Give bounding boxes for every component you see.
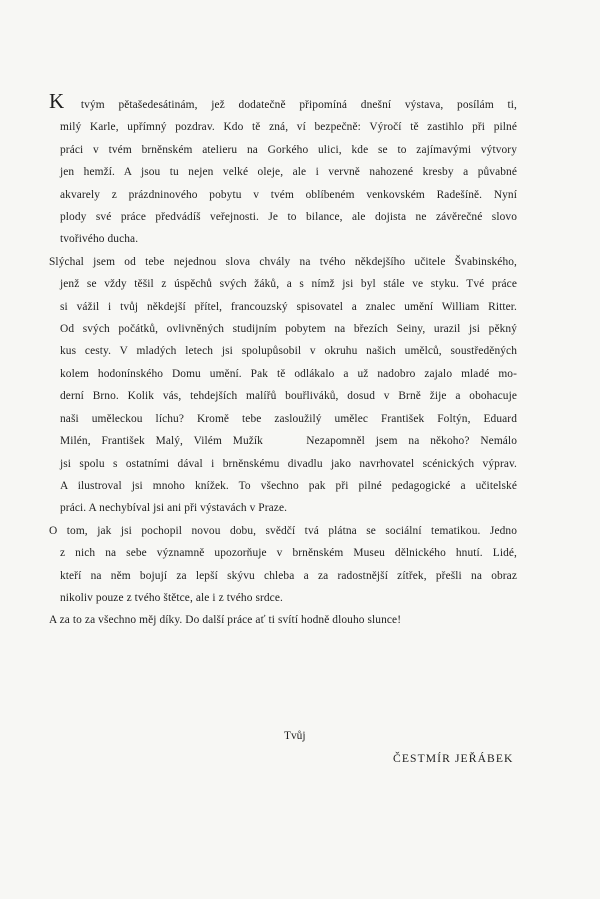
letter-body xyxy=(49,89,517,632)
closing-word: Tvůj xyxy=(284,730,306,742)
paragraph-4 xyxy=(49,609,517,631)
signature-block xyxy=(0,730,600,790)
text-line: Slýchal jsem od tebe nejednou slova chvály na tvého někdejšího učitele Švabinského, xyxy=(49,255,517,268)
author-signature: ČESTMÍR JEŘÁBEK xyxy=(393,752,514,765)
text-line: O tom, jak jsi pochopil novou dobu, svědčí tvá plátna se sociální tematikou. Jedno xyxy=(49,524,517,537)
text-line: práci v tvém brněnském atelieru na Gorkého ulici, kde se to zajímavými výtvory xyxy=(60,143,517,156)
initial-letter: K xyxy=(49,89,65,113)
text-line: plody své práce předvádíš veřejnosti. Je to bilance, ale dojista ne závěrečné slovo xyxy=(60,211,517,224)
text-line: si vážil i tvůj někdejší přítel, francouzský spisovatel a znalec umění William Ritter. xyxy=(60,300,517,313)
text-line: jen hemží. A jsou tu nejen velké oleje, ale i vervně nahozené kresby a půvabné xyxy=(60,166,517,179)
paragraph-2 xyxy=(49,251,517,520)
text-line: A za to za všechno měj díky. Do další práce ať ti svítí hodně dlouho slunce! xyxy=(49,614,402,627)
text-line: jenž se vždy těšil z úspěchů svých žáků, a s nímž jsi byl stále ve styku. Tvé práce xyxy=(60,278,517,291)
text-line: Milén, František Malý, Vilém Mužík Nezapomněl jsem na někoho? Nemálo xyxy=(60,435,517,448)
text-line: derní Brno. Kolik vás, tehdejších malířů bouřliváků, dosud v Brně žije a obohacuje xyxy=(60,390,517,403)
text-line: Od svých počátků, ovlivněných studijním pobytem na březích Seiny, urazil jsi pěkný xyxy=(60,323,517,336)
text-line: práci. A nechybíval jsi ani při výstavách v Praze. xyxy=(60,502,288,515)
text-line: jsi spolu s ostatními dával i brněnskému divadlu jako navrhovatel scénických výprav. xyxy=(60,457,517,470)
text-line: naši uměleckou líchu? Kromě tebe zasloužilý umělec František Foltýn, Eduard xyxy=(60,412,517,425)
paragraph-1 xyxy=(49,89,517,251)
text-line: tvořivého ducha. xyxy=(60,233,139,246)
text-line: kteří na něm bojují za lepší skývu chleba a za radostnější zítřek, přešli na obraz xyxy=(60,569,517,582)
text-line: kus cesty. V mladých letech jsi spolupůsobil v okruhu našich umělců, soustředěných xyxy=(60,345,517,358)
text-line: milý Karle, upřímný pozdrav. Kdo tě zná, ví bezpečně: Výročí tě zastihlo při pilné xyxy=(60,121,517,134)
text-line: z nich na sebe významně upozorňuje v brněnském Museu dělnického hnutí. Lidé, xyxy=(60,547,517,560)
text-line: A ilustroval jsi mnoho knížek. To všechno pak při pilné pedagogické a učitelské xyxy=(60,479,517,492)
text-line: akvarely z prázdninového pobytu v tvém oblíbeném venkovském Radešíně. Nyní xyxy=(60,188,517,201)
text-line: K tvým pětašedesátinám, jež dodatečně připomíná dnešní výstava, posílám ti, xyxy=(49,89,517,113)
paragraph-3 xyxy=(49,520,517,610)
text-line: nikoliv pouze z tvého štětce, ale i z tvého srdce. xyxy=(60,591,283,604)
text-line: kolem hodonínského Domu umění. Pak tě odlákalo a už nadobro zajalo mladé mo- xyxy=(60,367,517,380)
